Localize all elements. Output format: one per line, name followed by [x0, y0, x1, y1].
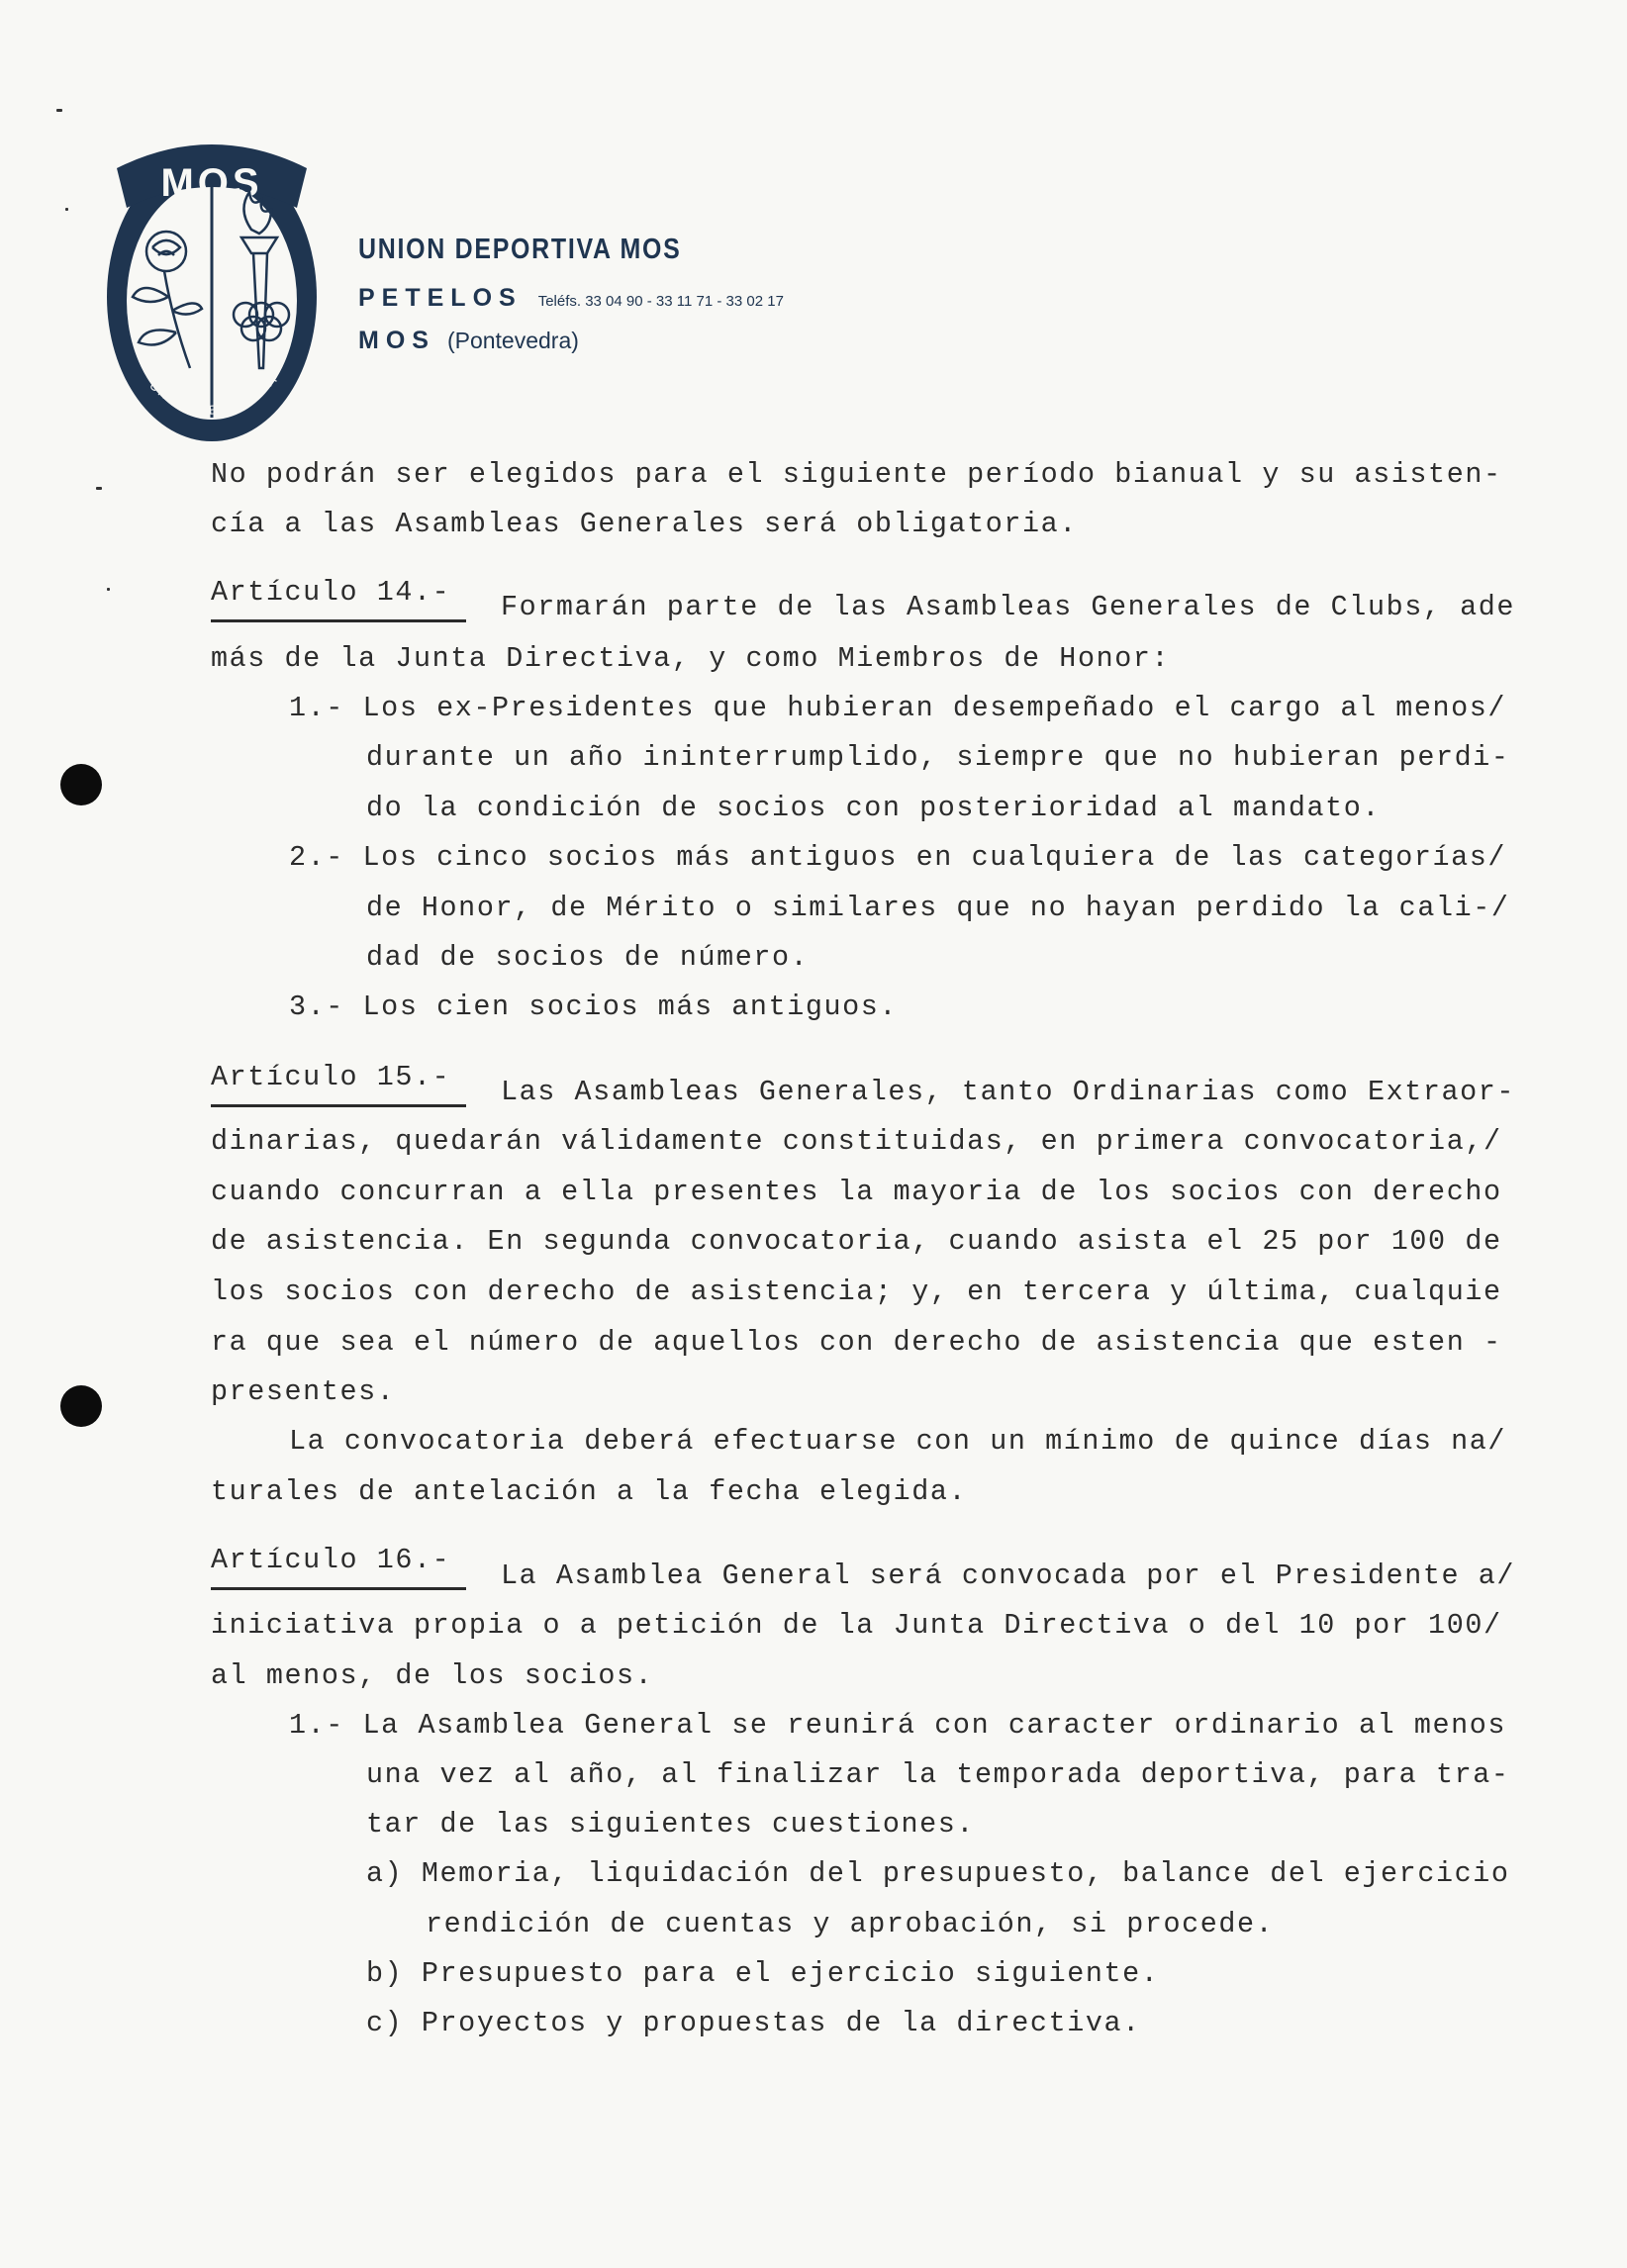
text-line: No podrán ser elegidos para el siguiente período bianual y su asisten- — [211, 458, 1502, 491]
article-15-heading: Artículo 15.- — [211, 1061, 451, 1093]
text-line: Formarán parte de las Asambleas Generales de Clubs, ade — [501, 591, 1516, 623]
club-crest-logo — [103, 131, 321, 447]
heading-underline — [211, 1587, 466, 1590]
text-line: cuando concurran a ella presentes la mayoria de los socios con derecho — [211, 1176, 1502, 1208]
text-line: dinarias, quedarán válidamente constituidas, en primera convocatoria,/ — [211, 1125, 1502, 1158]
text-line: La convocatoria deberá efectuarse con un mínimo de quince días na/ — [289, 1425, 1507, 1458]
text-line: cía a las Asambleas Generales será obligatoria. — [211, 508, 1078, 540]
place-name: PETELOS — [358, 284, 523, 312]
text-line: turales de antelación a la fecha elegida. — [211, 1475, 968, 1508]
text-line: al menos, de los socios. — [211, 1659, 654, 1692]
text-line: presentes. — [211, 1375, 396, 1408]
list-item-line: durante un año ininterrumplido, siempre que no hubieran perdi- — [366, 741, 1510, 774]
text-line: La Asamblea General será convocada por el Presidente a/ — [501, 1559, 1516, 1592]
text-line: iniciativa propia o a petición de la Junta Directiva o del 10 por 100/ — [211, 1609, 1502, 1642]
sub-item-line: c) Proyectos y propuestas de la directiva. — [366, 2007, 1141, 2039]
org-name: UNION DEPORTIVA MOS — [358, 234, 682, 265]
text-line: Las Asambleas Generales, tanto Ordinarias como Extraor- — [501, 1076, 1516, 1108]
list-item-line: dad de socios de número. — [366, 941, 810, 974]
text-line: más de la Junta Directiva, y como Miembros de Honor: — [211, 642, 1171, 675]
town-line — [358, 327, 579, 355]
address-line — [358, 284, 784, 313]
list-item-line: 1.- Los ex-Presidentes que hubieran desempeñado el cargo al menos/ — [289, 692, 1507, 724]
heading-underline — [211, 619, 466, 622]
text-line: ra que sea el número de aquellos con derecho de asistencia que esten - — [211, 1326, 1502, 1359]
crest-ribbon-text: UNION DEPORTIVA — [146, 370, 281, 418]
paper-speck — [56, 109, 62, 112]
list-item-line: de Honor, de Mérito o similares que no hayan perdido la cali-/ — [366, 892, 1510, 924]
town-name: MOS — [358, 327, 435, 354]
punch-hole — [60, 1385, 102, 1427]
sub-item-line: rendición de cuentas y aprobación, si procede. — [426, 1908, 1275, 1940]
heading-underline — [211, 1104, 466, 1107]
phone-numbers: Teléfs. 33 04 90 - 33 11 71 - 33 02 17 — [537, 293, 784, 310]
list-item-line: 3.- Los cien socios más antiguos. — [289, 991, 899, 1023]
list-item-line: 2.- Los cinco socios más antiguos en cualquiera de las categorías/ — [289, 841, 1507, 874]
list-item-line: tar de las siguientes cuestiones. — [366, 1808, 976, 1841]
list-item-line: 1.- La Asamblea General se reunirá con caracter ordinario al menos — [289, 1709, 1507, 1742]
text-line: de asistencia. En segunda convocatoria, cuando asista el 25 por 100 de — [211, 1225, 1502, 1258]
sub-item-line: a) Memoria, liquidación del presupuesto, balance del ejercicio — [366, 1857, 1510, 1890]
sub-item-line: b) Presupuesto para el ejercicio siguiente. — [366, 1957, 1160, 1990]
article-14-heading: Artículo 14.- — [211, 576, 451, 609]
text-line: los socios con derecho de asistencia; y, en tercera y última, cualquie — [211, 1276, 1502, 1308]
crest-banner-text: MOS — [160, 161, 263, 205]
list-item-line: una vez al año, al finalizar la temporada deportiva, para tra- — [366, 1758, 1510, 1791]
province-name: (Pontevedra) — [446, 328, 579, 353]
list-item-line: do la condición de socios con posterioridad al mandato. — [366, 792, 1382, 824]
paper-speck — [65, 208, 68, 211]
paper-speck — [107, 588, 110, 591]
paper-speck — [96, 487, 102, 490]
punch-hole — [60, 764, 102, 805]
article-16-heading: Artículo 16.- — [211, 1544, 451, 1576]
